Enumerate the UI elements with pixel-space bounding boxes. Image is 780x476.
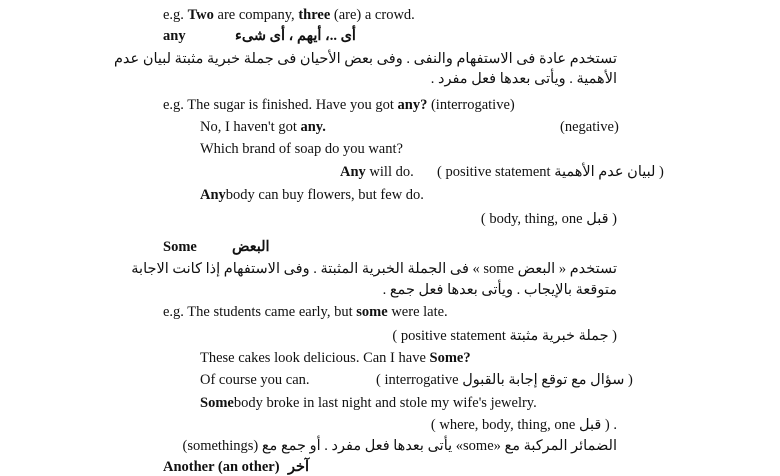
example-note: ( لبيان عدم الأهمية positive statement ) <box>437 164 664 180</box>
arabic-paragraph-line: الأهمية . ويأتى بعدها فعل مفرد . <box>430 71 617 87</box>
arabic-paragraph-line: تستخدم عادة فى الاستفهام والنفى . وفى بعض الأحيان فى جملة خبرية مثبتة لبيان عدم <box>113 51 617 67</box>
example-line: Somebody broke in last night and stole my wife's jewelry. <box>200 395 537 411</box>
example-note: ( قبل body, thing, one ) <box>480 211 617 227</box>
example-line: e.g. The students came early, but some were late. <box>163 304 448 320</box>
example-line: e.g. The sugar is finished. Have you got any? (interrogative) <box>163 97 515 113</box>
example-line: Of course you can. <box>200 372 310 388</box>
example-line: Any will do. <box>340 164 414 180</box>
example-line: e.g. Two are company, three (are) a crowd. <box>163 7 415 23</box>
example-note: . ( قبل where, body, thing, one ) <box>430 417 617 433</box>
example-line: These cakes look delicious. Can I have Some? <box>200 350 471 366</box>
example-note: ( سؤال مع توقع إجابة بالقبول interrogative ) <box>376 372 633 388</box>
example-note: (negative) <box>560 119 619 135</box>
heading-any-arabic: أى ..، أيهم ، أى شىء <box>235 28 356 44</box>
heading-some: Some <box>163 239 197 255</box>
example-line: Anybody can buy flowers, but few do. <box>200 187 424 203</box>
heading-another: Another (an other) <box>163 459 280 475</box>
heading-some-arabic: البعض <box>232 239 270 255</box>
example-note: ( جملة خبرية مثبتة positive statement ) <box>392 328 617 344</box>
example-line: Which brand of soap do you want? <box>200 141 403 157</box>
heading-another-arabic: آخر <box>288 459 309 475</box>
heading-any: any <box>163 28 186 44</box>
arabic-paragraph-line: تستخدم « البعض some » فى الجملة الخبرية المثبتة . وفى الاستفهام إذا كانت الاجابة <box>131 261 617 277</box>
arabic-paragraph-line: متوقعة بالإيجاب . ويأتى بعدها فعل جمع . <box>382 282 617 298</box>
example-line: No, I haven't got any. <box>200 119 326 135</box>
arabic-paragraph-line: الضمائر المركبة مع «some» يأتى بعدها فعل مفرد . أو جمع مع (somethings) <box>182 438 617 454</box>
